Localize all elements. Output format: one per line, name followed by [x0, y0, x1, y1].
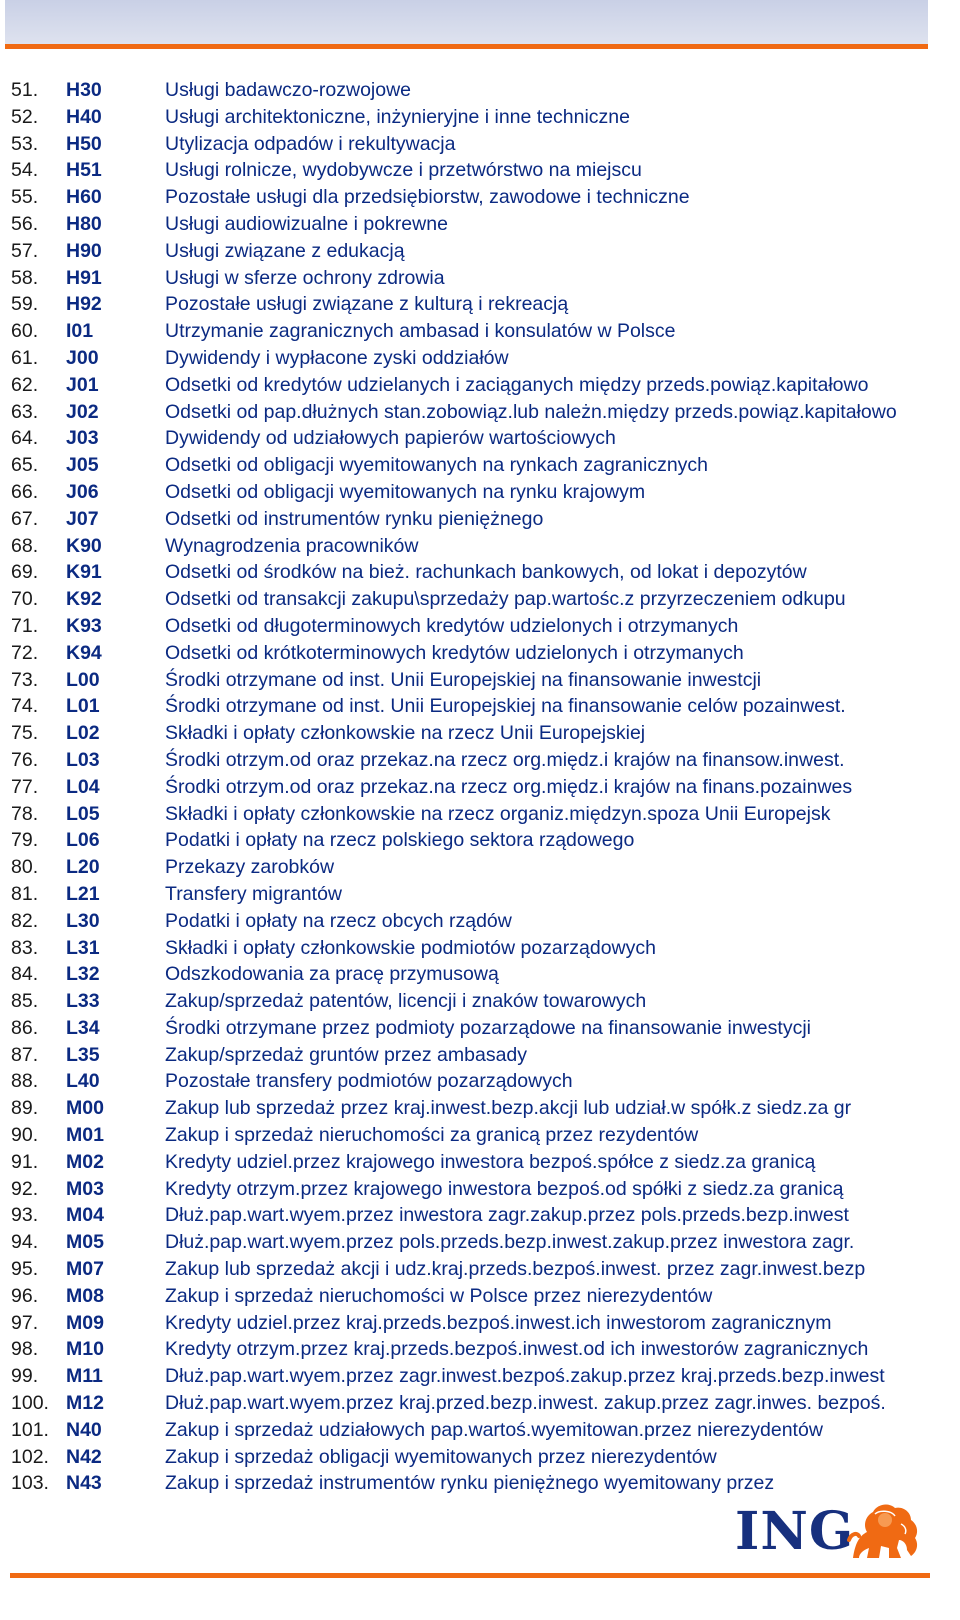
item-code: L30: [66, 909, 100, 932]
list-item: [0, 452, 960, 479]
list-item: [0, 1283, 960, 1310]
item-code: H90: [66, 239, 102, 262]
item-code: L35: [66, 1043, 100, 1066]
item-code: L01: [66, 695, 100, 718]
item-code: L00: [66, 668, 100, 691]
item-number: 100.: [11, 1392, 49, 1415]
item-description: Środki otrzymane od inst. Unii Europejskiej na finansowanie inwestcji: [165, 668, 762, 691]
item-number: 89.: [11, 1097, 39, 1120]
item-description: Składki i opłaty członkowskie na rzecz organiz.międzyn.spoza Unii Europejsk: [165, 802, 831, 825]
item-number: 62.: [11, 373, 39, 396]
list-item: [0, 479, 960, 506]
list-item: [0, 667, 960, 694]
item-number: 103.: [11, 1472, 49, 1495]
item-code: L32: [66, 963, 100, 986]
item-number: 55.: [11, 186, 39, 209]
item-code: M08: [66, 1284, 104, 1307]
header-accent-line: [5, 44, 928, 49]
item-number: 53.: [11, 132, 39, 155]
logo-text: ING: [735, 1501, 855, 1562]
item-code: M04: [66, 1204, 104, 1227]
list-item: [0, 1336, 960, 1363]
item-code: L20: [66, 856, 100, 879]
item-code: J00: [66, 346, 99, 369]
list-item: [0, 238, 960, 265]
item-code: M11: [66, 1365, 103, 1388]
item-description: Kredyty udziel.przez kraj.przeds.bezpoś.inwest.ich inwestorom zagranicznym: [165, 1311, 832, 1334]
item-description: Zakup i sprzedaż nieruchomości za granicą przez rezydentów: [165, 1124, 699, 1147]
list-item: [0, 157, 960, 184]
code-list: [0, 77, 960, 1497]
item-description: Kredyty otrzym.przez kraj.przeds.bezpoś.inwest.od ich inwestorów zagranicznych: [165, 1338, 869, 1361]
list-item: [0, 935, 960, 962]
item-number: 60.: [11, 320, 39, 343]
list-item: [0, 184, 960, 211]
list-item: [0, 131, 960, 158]
item-number: 81.: [11, 882, 39, 905]
item-code: L05: [66, 802, 100, 825]
list-item: [0, 961, 960, 988]
item-description: Kredyty otrzym.przez krajowego inwestora bezpoś.od spółki z siedz.za granicą: [165, 1177, 844, 1200]
item-description: Usługi audiowizualne i pokrewne: [165, 212, 448, 235]
list-item: [0, 77, 960, 104]
list-item: [0, 506, 960, 533]
list-item: [0, 640, 960, 667]
item-code: M03: [66, 1177, 104, 1200]
list-item: [0, 318, 960, 345]
list-item: [0, 1095, 960, 1122]
item-number: 56.: [11, 212, 39, 235]
item-number: 63.: [11, 400, 39, 423]
item-description: Usługi w sferze ochrony zdrowia: [165, 266, 445, 289]
item-code: H30: [66, 79, 102, 101]
list-item: [0, 425, 960, 452]
list-item: [0, 372, 960, 399]
list-item: [0, 747, 960, 774]
list-item: [0, 1229, 960, 1256]
list-item: [0, 1256, 960, 1283]
list-item: [0, 345, 960, 372]
item-description: Pozostałe usługi dla przedsiębiorstw, zawodowe i techniczne: [165, 186, 690, 209]
list-item: [0, 988, 960, 1015]
ing-logo: [735, 1500, 920, 1564]
item-description: Kredyty udziel.przez krajowego inwestora bezpoś.spółce z siedz.za granicą: [165, 1150, 816, 1173]
item-description: Zakup i sprzedaż obligacji wyemitowanych przez nierezydentów: [165, 1445, 717, 1468]
item-code: K93: [66, 614, 102, 637]
list-item: [0, 854, 960, 881]
item-number: 72.: [11, 641, 39, 664]
item-code: M01: [66, 1124, 104, 1147]
item-description: Dywidendy od udziałowych papierów wartościowych: [165, 427, 616, 450]
item-code: L06: [66, 829, 100, 852]
item-code: H91: [66, 266, 102, 289]
item-number: 69.: [11, 561, 39, 584]
item-description: Dywidendy i wypłacone zyski oddziałów: [165, 346, 509, 369]
item-description: Pozostałe transfery podmiotów pozarządowych: [165, 1070, 573, 1093]
item-code: K91: [66, 561, 102, 584]
item-number: 58.: [11, 266, 39, 289]
item-description: Wynagrodzenia pracowników: [165, 534, 419, 557]
list-item: [0, 559, 960, 586]
item-description: Odsetki od obligacji wyemitowanych na rynkach zagranicznych: [165, 454, 709, 477]
item-number: 95.: [11, 1258, 39, 1281]
item-description: Zakup i sprzedaż nieruchomości w Polsce przez nierezydentów: [165, 1284, 713, 1307]
item-code: N42: [66, 1445, 102, 1468]
item-description: Dłuż.pap.wart.wyem.przez inwestora zagr.zakup.przez pols.przeds.bezp.inwest: [165, 1204, 849, 1227]
item-number: 98.: [11, 1338, 39, 1361]
item-description: Usługi architektoniczne, inżynieryjne i inne techniczne: [165, 105, 630, 128]
footer-accent-line: [10, 1573, 930, 1578]
item-description: Odszkodowania za pracę przymusową: [165, 963, 499, 986]
item-code: J03: [66, 427, 99, 450]
list-item: [0, 1122, 960, 1149]
list-item: [0, 1390, 960, 1417]
item-code: M07: [66, 1258, 104, 1281]
item-number: 97.: [11, 1311, 39, 1334]
item-code: L33: [66, 990, 100, 1013]
item-code: L04: [66, 775, 100, 798]
list-item: [0, 1310, 960, 1337]
item-number: 66.: [11, 480, 39, 503]
item-description: Usługi badawczo-rozwojowe: [165, 79, 412, 101]
item-number: 59.: [11, 293, 39, 316]
item-code: H80: [66, 212, 102, 235]
item-description: Środki otrzym.od oraz przekaz.na rzecz org.międz.i krajów na finansow.inwest.: [165, 748, 845, 771]
item-description: Usługi związane z edukacją: [165, 239, 405, 262]
item-number: 75.: [11, 722, 39, 745]
item-number: 79.: [11, 829, 39, 852]
item-code: L40: [66, 1070, 100, 1093]
item-number: 51.: [11, 79, 39, 101]
item-description: Odsetki od pap.dłużnych stan.zobowiąz.lub należn.między przeds.powiąz.kapitałowo: [165, 400, 897, 423]
item-description: Podatki i opłaty na rzecz polskiego sektora rządowego: [165, 829, 635, 852]
list-item: [0, 265, 960, 292]
item-code: H60: [66, 186, 102, 209]
item-description: Środki otrzymane przez podmioty pozarządowe na finansowanie inwestycji: [165, 1016, 811, 1039]
list-item: [0, 1470, 960, 1497]
item-code: J02: [66, 400, 99, 423]
list-item: [0, 827, 960, 854]
item-code: N43: [66, 1472, 102, 1495]
lion-icon: [845, 1500, 923, 1562]
item-description: Usługi rolnicze, wydobywcze i przetwórstwo na miejscu: [165, 159, 642, 182]
item-code: M09: [66, 1311, 104, 1334]
list-item: [0, 1417, 960, 1444]
item-code: J07: [66, 507, 99, 530]
item-description: Odsetki od kredytów udzielanych i zaciąganych między przeds.powiąz.kapitałowo: [165, 373, 869, 396]
list-item: [0, 1149, 960, 1176]
item-number: 83.: [11, 936, 39, 959]
item-description: Przekazy zarobków: [165, 856, 335, 879]
item-description: Odsetki od środków na bież. rachunkach bankowych, od lokat i depozytów: [165, 561, 807, 584]
item-description: Podatki i opłaty na rzecz obcych rządów: [165, 909, 512, 932]
item-number: 86.: [11, 1016, 39, 1039]
item-number: 99.: [11, 1365, 39, 1388]
list-item: [0, 291, 960, 318]
list-item: [0, 1042, 960, 1069]
item-code: M10: [66, 1338, 104, 1361]
item-number: 101.: [11, 1418, 49, 1441]
list-item: [0, 533, 960, 560]
item-number: 70.: [11, 588, 39, 611]
list-item: [0, 1363, 960, 1390]
list-item: [0, 801, 960, 828]
list-item: [0, 613, 960, 640]
item-code: M02: [66, 1150, 104, 1173]
item-description: Zakup i sprzedaż udziałowych pap.wartoś.wyemitowan.przez nierezydentów: [165, 1418, 823, 1441]
item-number: 61.: [11, 346, 39, 369]
item-description: Dłuż.pap.wart.wyem.przez pols.przeds.bezp.inwest.zakup.przez inwestora zagr.: [165, 1231, 855, 1254]
list-item: [0, 881, 960, 908]
item-description: Zakup/sprzedaż gruntów przez ambasady: [165, 1043, 528, 1066]
item-code: H92: [66, 293, 102, 316]
item-code: H40: [66, 105, 102, 128]
list-item: [0, 1176, 960, 1203]
item-code: J01: [66, 373, 99, 396]
item-code: H51: [66, 159, 102, 182]
item-description: Odsetki od transakcji zakupu\sprzedaży pap.wartośc.z przyrzeczeniem odkupu: [165, 588, 846, 611]
list-item: [0, 908, 960, 935]
item-code: M00: [66, 1097, 104, 1120]
list-item: [0, 211, 960, 238]
item-description: Pozostałe usługi związane z kulturą i rekreacją: [165, 293, 569, 316]
item-code: I01: [66, 320, 94, 343]
item-number: 96.: [11, 1284, 39, 1307]
item-number: 85.: [11, 990, 39, 1013]
item-code: M05: [66, 1231, 104, 1254]
item-description: Zakup/sprzedaż patentów, licencji i znaków towarowych: [165, 990, 647, 1013]
item-code: L34: [66, 1016, 100, 1039]
list-item: [0, 399, 960, 426]
item-number: 76.: [11, 748, 39, 771]
item-number: 93.: [11, 1204, 39, 1227]
item-code: K94: [66, 641, 102, 664]
item-description: Transfery migrantów: [165, 882, 342, 905]
item-description: Składki i opłaty członkowskie na rzecz Unii Europejskiej: [165, 722, 646, 745]
item-number: 54.: [11, 159, 39, 182]
item-number: 91.: [11, 1150, 39, 1173]
item-number: 78.: [11, 802, 39, 825]
item-number: 92.: [11, 1177, 39, 1200]
item-description: Dłuż.pap.wart.wyem.przez zagr.inwest.bezpoś.zakup.przez kraj.przeds.bezp.inwest: [165, 1365, 885, 1388]
list-item: [0, 1015, 960, 1042]
item-description: Utylizacja odpadów i rekultywacja: [165, 132, 456, 155]
item-number: 57.: [11, 239, 39, 262]
list-item: [0, 693, 960, 720]
item-code: K92: [66, 588, 102, 611]
list-item: [0, 720, 960, 747]
item-number: 84.: [11, 963, 39, 986]
item-number: 77.: [11, 775, 39, 798]
item-number: 74.: [11, 695, 39, 718]
item-code: J06: [66, 480, 99, 503]
item-number: 102.: [11, 1445, 49, 1468]
item-number: 68.: [11, 534, 39, 557]
item-description: Dłuż.pap.wart.wyem.przez kraj.przed.bezp.inwest. zakup.przez zagr.inwes. bezpoś.: [165, 1392, 886, 1415]
item-description: Zakup lub sprzedaż przez kraj.inwest.bezp.akcji lub udział.w spółk.z siedz.za gr: [165, 1097, 852, 1120]
item-description: Odsetki od długoterminowych kredytów udzielonych i otrzymanych: [165, 614, 739, 637]
header-bar: [5, 0, 928, 46]
item-number: 65.: [11, 454, 39, 477]
item-code: L21: [66, 882, 100, 905]
item-description: Odsetki od krótkoterminowych kredytów udzielonych i otrzymanych: [165, 641, 744, 664]
item-description: Składki i opłaty członkowskie podmiotów pozarządowych: [165, 936, 656, 959]
item-code: L02: [66, 722, 100, 745]
item-number: 90.: [11, 1124, 39, 1147]
item-number: 80.: [11, 856, 39, 879]
item-code: J05: [66, 454, 99, 477]
item-number: 67.: [11, 507, 39, 530]
list-item: [0, 1068, 960, 1095]
item-code: L03: [66, 748, 100, 771]
item-code: K90: [66, 534, 102, 557]
list-item: [0, 586, 960, 613]
item-number: 73.: [11, 668, 39, 691]
item-description: Odsetki od obligacji wyemitowanych na rynku krajowym: [165, 480, 646, 503]
item-code: N40: [66, 1418, 102, 1441]
item-number: 94.: [11, 1231, 39, 1254]
item-description: Środki otrzym.od oraz przekaz.na rzecz org.międz.i krajów na finans.pozainwes: [165, 775, 853, 798]
item-number: 64.: [11, 427, 39, 450]
item-description: Utrzymanie zagranicznych ambasad i konsulatów w Polsce: [165, 320, 676, 343]
item-number: 88.: [11, 1070, 39, 1093]
item-description: Zakup lub sprzedaż akcji i udz.kraj.przeds.bezpoś.inwest. przez zagr.inwest.bezp: [165, 1258, 866, 1281]
item-description: Środki otrzymane od inst. Unii Europejskiej na finansowanie celów pozainwest.: [165, 695, 846, 718]
item-code: M12: [66, 1392, 104, 1415]
item-number: 82.: [11, 909, 39, 932]
item-code: H50: [66, 132, 102, 155]
list-item: [0, 1202, 960, 1229]
item-number: 71.: [11, 614, 39, 637]
list-item: [0, 104, 960, 131]
item-number: 52.: [11, 105, 39, 128]
list-item: [0, 1444, 960, 1471]
item-number: 87.: [11, 1043, 39, 1066]
list-item: [0, 774, 960, 801]
item-description: Zakup i sprzedaż instrumentów rynku pieniężnego wyemitowany przez: [165, 1472, 775, 1495]
item-code: L31: [66, 936, 100, 959]
item-description: Odsetki od instrumentów rynku pieniężnego: [165, 507, 544, 530]
